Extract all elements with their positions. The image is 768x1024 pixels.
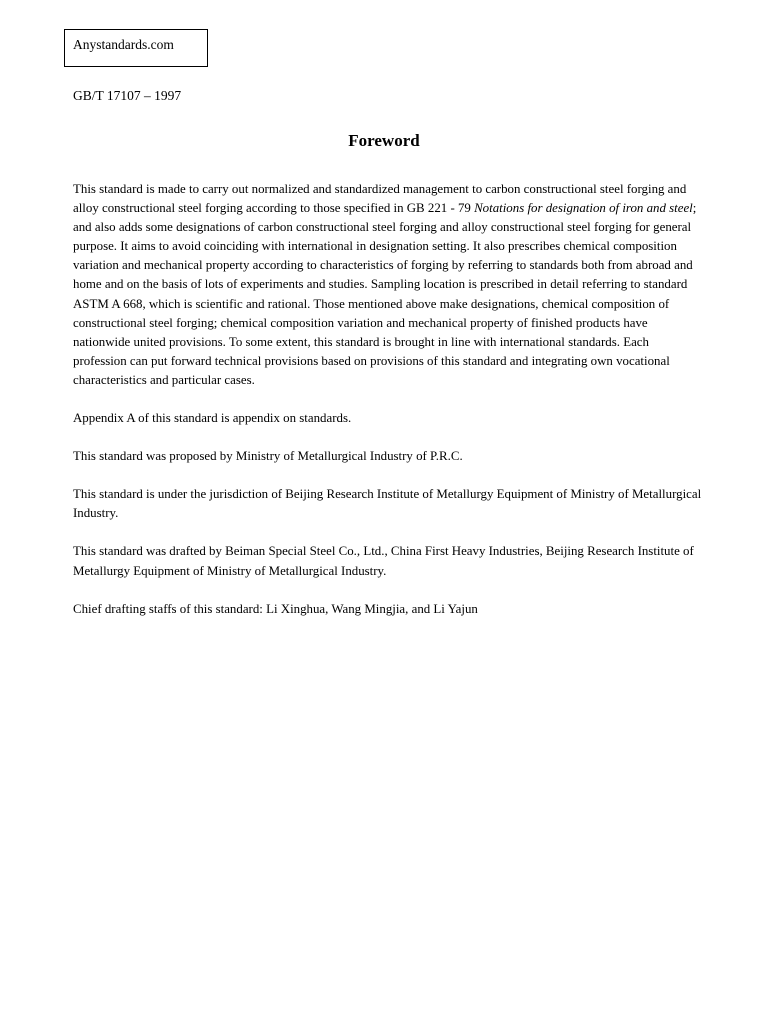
document-body — [73, 180, 703, 619]
page-title: Foreword — [348, 131, 420, 150]
foreword-paragraph-jurisdiction: This standard is under the jurisdiction of Beijing Research Institute of Metallurgy Equipment of Ministry of Metallurgical Industry. — [73, 487, 702, 521]
foreword-paragraph-intro — [73, 180, 703, 390]
foreword-paragraph-proposed-by: This standard was proposed by Ministry of Metallurgical Industry of P.R.C. — [73, 449, 463, 464]
foreword-paragraph-appendix: Appendix A of this standard is appendix on standards. — [73, 411, 352, 426]
foreword-paragraph-drafting-staff: Chief drafting staffs of this standard: Li Xinghua, Wang Mingjia, and Li Yajun — [73, 601, 478, 616]
referenced-standard-title: Notations for designation of iron and steel — [474, 201, 693, 216]
intro-text-start: This standard is made to carry out normalized and standardized management to carbon constructional steel forging and alloy constructional steel forging according to those specified in GB 221 - 79 — [73, 182, 687, 216]
standard-number: GB/T 17107 – 1997 — [73, 88, 182, 103]
intro-text-end: ; and also adds some designations of carbon constructional steel forging and alloy constructional steel forging for general purpose. It aims to avoid coinciding with international in designation setting. It also prescribes chemical composition variation and mechanical property according to characteristics of forging by referring to standards both from abroad and home and on the basis of lots of experiments and studies. Sampling location is prescribed in detail referring to standard ASTM A 668, which is scientific and rational. Those mentioned above make designations, chemical composition of constructional steel forging; chemical composition variation and mechanical property of finished products have nationwide united provisions. To some extent, this standard is brought in line with international standards. Each profession can put forward technical provisions based on provisions of this standard and integrating own vocational characteristics and particular cases. — [73, 201, 697, 387]
foreword-paragraph-drafted-by: This standard was drafted by Beiman Special Steel Co., Ltd., China First Heavy Industries, Beijing Research Institute of Metallurgy Equipment of Ministry of Metallurgical Industry. — [73, 544, 694, 578]
site-label: Anystandards.com — [73, 37, 174, 52]
site-label-box — [64, 29, 208, 67]
